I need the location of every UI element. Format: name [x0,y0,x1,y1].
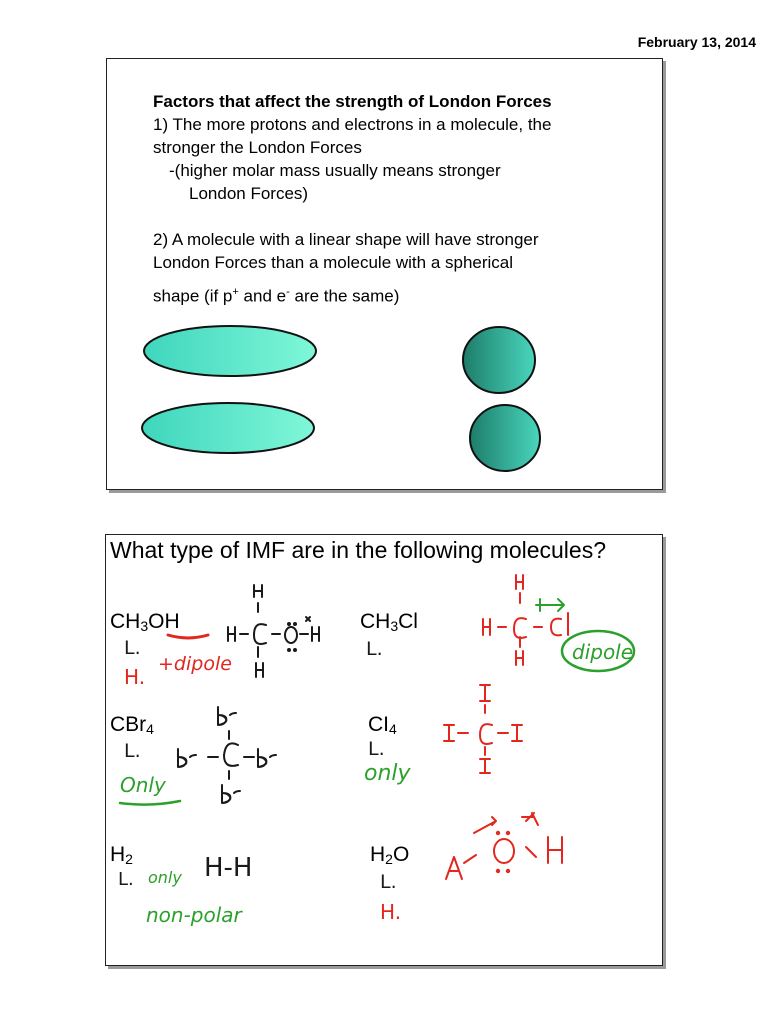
point2-line3-c: are the same) [289,286,400,306]
formula-subscript: 4 [389,721,397,737]
ci4-structure-drawing [444,685,522,773]
slide-london-forces [106,58,663,490]
point2-line3-b: and e [238,286,287,306]
ch3oh-structure-drawing [228,585,319,677]
cbr4-only-underline [120,801,180,805]
cbr4-london-label: L. [124,740,141,762]
h2o-hbond-label: H. [380,900,402,924]
point1-sub2: London Forces) [189,184,309,203]
formula-part: H [370,843,386,866]
h2o-london-label: L. [380,871,397,893]
slide-imf-question [105,534,663,966]
ch3oh-dipole-label: +dipole [158,653,232,675]
electron-charge: - [286,286,290,298]
ch3oh-oh-underline [168,635,208,638]
formula-subscript: 2 [125,851,133,867]
point2-line2: London Forces than a molecule with a spherical [153,253,514,272]
linear-molecule-shape-1 [144,326,316,376]
h2-structure: H-H [204,853,253,883]
point2-line3-a: shape (if p [153,286,233,306]
spherical-molecule-shape-2 [470,405,540,471]
ch3cl-london-label: L. [366,638,383,660]
linear-molecule-shape-2 [142,403,314,453]
ch3cl-structure-drawing [483,575,568,665]
formula-part: CH [360,610,391,633]
ci4-london-label: L. [368,738,385,760]
point2-line1: 2) A molecule with a linear shape will have stronger [153,230,539,249]
ch3cl-dipole-arrow [536,599,564,611]
ci4-only-label: only [364,761,411,786]
shapes-illustration [107,59,662,489]
formula-subscript: 4 [146,721,154,737]
formula-part: Cl [398,610,418,633]
formula-part: O [392,843,410,866]
cbr4-structure-drawing [178,707,276,803]
ch3cl-dipole-label: dipole [572,640,634,664]
h2-london-label: L. [118,869,134,890]
ch3oh-london-label: L. [124,637,141,659]
handwritten-ink-layer [106,535,662,965]
formula-subscript: 2 [385,851,393,867]
h2o-structure-drawing [446,813,562,879]
formula-part: CH [110,610,141,633]
formula-part: CBr [110,713,147,736]
point1-sub1: -(higher molar mass usually means stronger [169,161,501,180]
slide-title: What type of IMF are in the following molecules? [110,537,607,563]
spherical-molecule-shape-1 [463,327,535,393]
proton-charge: + [232,286,239,298]
formula-part: OH [148,610,180,633]
formula-subscript: 3 [140,618,149,634]
h2-only-label: only [148,868,182,887]
cbr4-only-label: Only [120,773,166,797]
point1-line1: 1) The more protons and electrons in a molecule, the [153,115,552,134]
page-date: February 13, 2014 [637,34,756,50]
h2-nonpolar-label: non-polar [146,903,242,927]
ch3cl-dipole-circle [562,631,634,671]
formula-subscript: 3 [390,618,399,634]
point1-line2: stronger the London Forces [153,138,362,157]
formula-part: CI [368,713,389,736]
slide-heading: Factors that affect the strength of London Forces [153,92,552,111]
formula-part: H [110,843,126,866]
ch3oh-hbond-label: H. [124,665,146,689]
